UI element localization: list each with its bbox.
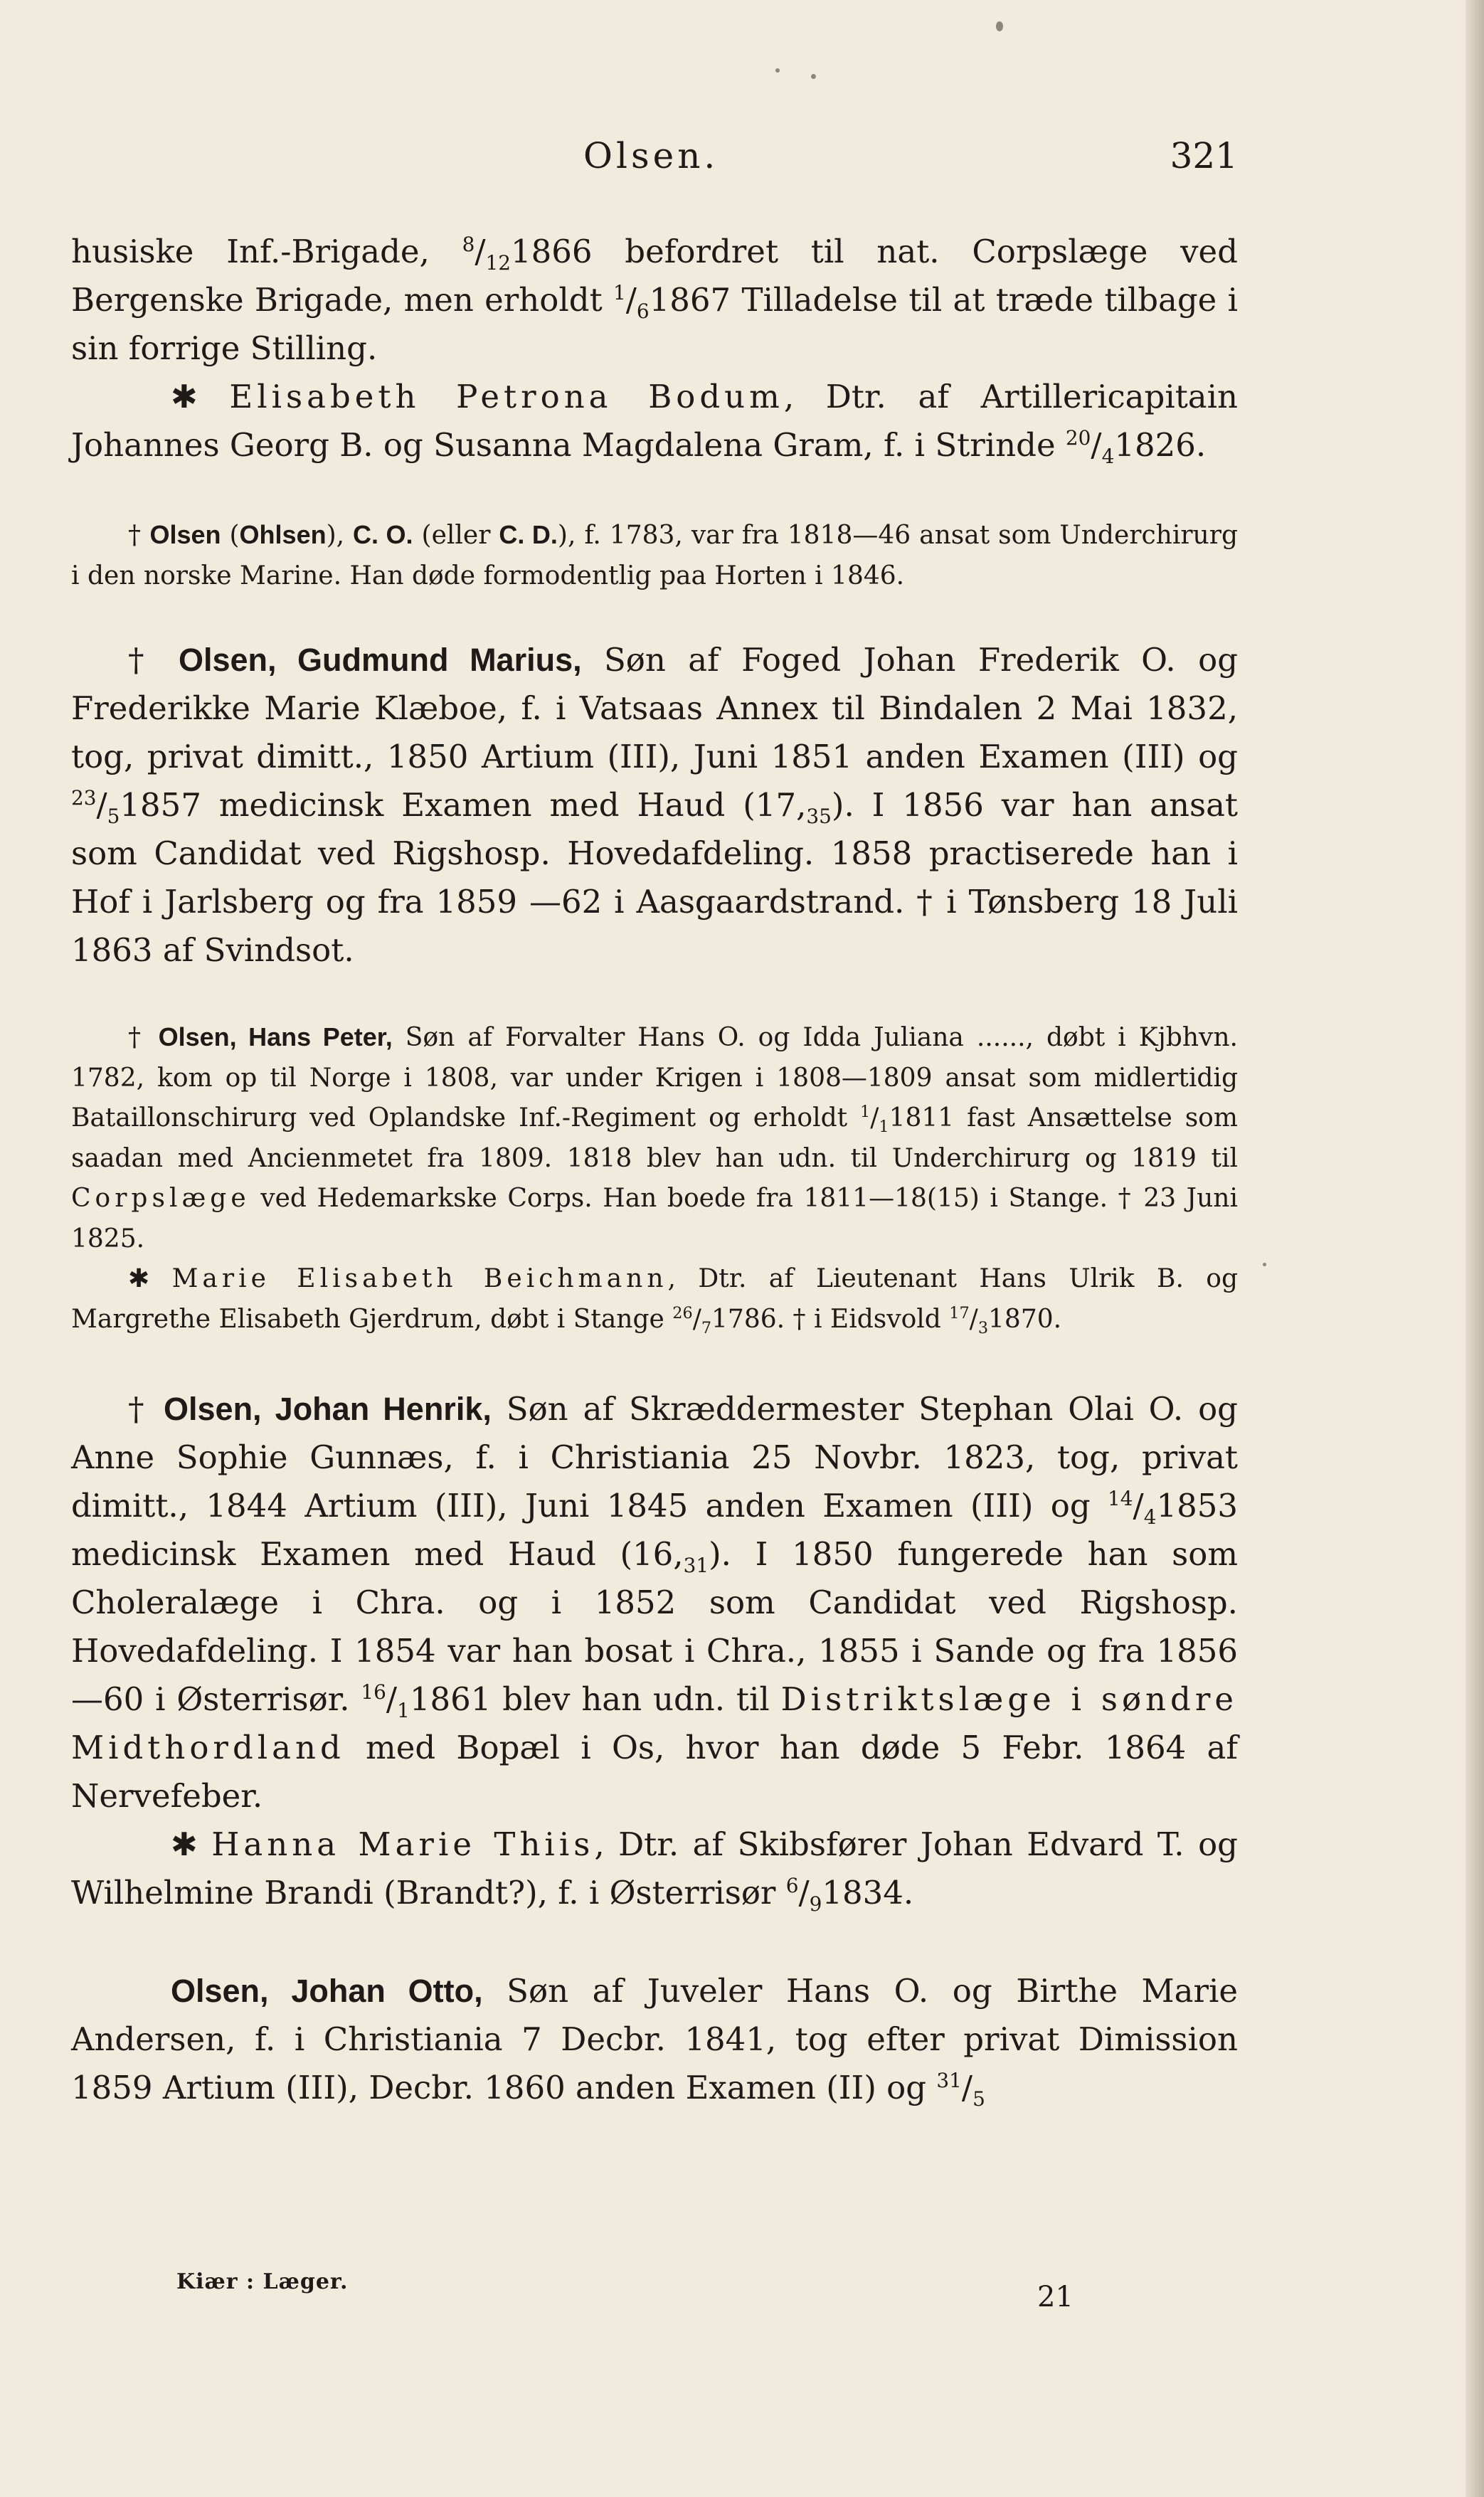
entry-text: † <box>128 521 150 550</box>
page-number: 321 <box>1170 135 1238 176</box>
spaced-name: Marie Elisabeth Beichmann <box>171 1264 668 1293</box>
entry-paragraph <box>71 515 1238 596</box>
entry-text: / <box>798 1874 810 1912</box>
fraction-denominator: 9 <box>809 1892 822 1916</box>
printer-signature: Kiær : Læger. <box>176 2269 349 2294</box>
fraction-numerator: 31 <box>936 2069 962 2092</box>
spaced-name: Hanna Marie Thiis <box>211 1825 595 1863</box>
entry-text: / <box>96 786 107 824</box>
spacer <box>71 975 1238 1017</box>
fraction-denominator: 5 <box>972 2087 985 2111</box>
body-text <box>71 228 1238 2112</box>
entry-text: ), <box>326 521 354 550</box>
entry-text: † <box>128 1390 164 1428</box>
fraction-numerator: 16 <box>361 1680 386 1704</box>
entry-text: / <box>1091 426 1102 464</box>
fraction-denominator: 1 <box>397 1699 410 1722</box>
entry-headword: Ohlsen <box>239 520 327 549</box>
entry-headword: Olsen, Johan Henrik, <box>164 1391 492 1427</box>
entry-text: 1786. † i Eidsvold <box>711 1304 950 1334</box>
entry-paragraph <box>71 373 1238 470</box>
entry-text: , Dtr. af Skibsfører Johan Edvard T. og Wilhelmine Brandi (Brandt?), f. i Østerrisør <box>71 1825 1238 1912</box>
fraction-numerator: 26 <box>672 1303 693 1322</box>
entry-text: 1857 medicinsk Examen med Haud (17, <box>120 786 807 824</box>
entry-text: med Bopæl i Os, hvor han døde 5 Febr. 1864 af Nervefeber. <box>71 1729 1238 1815</box>
signature-number: 21 <box>1037 2281 1074 2313</box>
fraction-denominator: 7 <box>701 1318 712 1337</box>
running-header <box>71 135 1238 192</box>
entry-text: † <box>128 641 179 679</box>
entry-text: ✱ <box>171 378 230 415</box>
fraction-denominator: 4 <box>1143 1505 1157 1529</box>
entry-text: / <box>961 2069 973 2106</box>
entry-text: / <box>1133 1487 1144 1525</box>
spacer <box>71 470 1238 515</box>
entry-headword: Olsen, Johan Otto, <box>171 1973 483 2009</box>
entry-text: Søn af Foged Johan Frederik O. og Frederikke Marie Klæboe, f. i Vatsaas Annex til Bindalen 2 Mai 1832, tog, privat dimitt., 1850 Artium (III), Juni 1851 anden Examen (III) og <box>71 641 1238 775</box>
entry-text: 1853 medicinsk Examen med Haud (16, <box>71 1487 1238 1573</box>
entry-paragraph <box>71 1820 1238 1917</box>
entry-text: / <box>969 1304 978 1334</box>
entry-paragraph <box>71 1259 1238 1340</box>
entry-headword: C. O. <box>353 520 413 549</box>
entry-text: Søn af Skræddermester Stephan Olai O. og Anne Sophie Gunnæs, f. i Christiania 25 Novbr. 1823, tog, privat dimitt., 1844 Artium (III), Juni 1845 anden Examen (III) og <box>71 1390 1238 1525</box>
entry-text: † <box>128 1023 159 1052</box>
paper-speck <box>775 68 780 73</box>
entry-paragraph <box>71 228 1238 373</box>
fraction-numerator: 6 <box>785 1874 799 1897</box>
entry-text: ved Hedemarkske Corps. Han boede fra 1811—18(15) i Stange. † 23 Juni 1825. <box>71 1184 1238 1253</box>
fraction-denominator: 4 <box>1101 445 1115 468</box>
entry-paragraph <box>71 1385 1238 1820</box>
entry-text: / <box>870 1103 879 1133</box>
page-footer <box>176 2269 1101 2312</box>
entry-text: 1834. <box>822 1874 914 1912</box>
entry-text: , Dtr. af Lieutenant Hans Ulrik B. og Margrethe Elisabeth Gjerdrum, døbt i Stange <box>71 1264 1239 1334</box>
spaced-name: Corpslæge <box>71 1184 250 1213</box>
fraction-numerator: 17 <box>949 1303 970 1322</box>
entry-text: 1866 befordret til nat. Corpslæge ved Bergenske Brigade, men erholdt <box>71 233 1238 319</box>
page-edge <box>1466 0 1484 2497</box>
spaced-name: Distriktslæge i søndre Midthordland <box>71 1680 1238 1766</box>
entry-text: / <box>625 281 637 319</box>
entry-paragraph <box>71 636 1238 975</box>
fraction-numerator: 1 <box>860 1103 871 1121</box>
fraction-denominator: 31 <box>683 1554 709 1577</box>
spacer <box>71 1340 1238 1385</box>
entry-headword: C. D. <box>499 520 558 549</box>
entry-text: husiske Inf.-Brigade, <box>71 233 462 270</box>
paper-speck <box>996 21 1003 31</box>
entry-text: / <box>692 1304 701 1334</box>
fraction-denominator: 5 <box>107 805 120 828</box>
running-title: Olsen. <box>583 135 719 176</box>
entry-text: 1811 fast Ansættelse som saadan med Ancienmetet fra 1809. 1818 blev han udn. til Underchirurg og 1819 til <box>71 1103 1238 1173</box>
paper-speck <box>1263 1263 1266 1266</box>
entry-text: Søn af Forvalter Hans O. og Idda Juliana ......, døbt i Kjbhvn. 1782, kom op til Norge i 1808, var under Krigen i 1808—1809 ansat som midlertidig Bataillonschirurg ved Oplandske Inf.-Regiment og erholdt <box>71 1023 1238 1133</box>
entry-headword: Olsen, Gudmund Marius, <box>178 642 582 678</box>
fraction-denominator: 12 <box>485 251 512 275</box>
entry-text: 1861 blev han udn. til <box>409 1680 781 1718</box>
fraction-denominator: 3 <box>977 1318 989 1337</box>
spacer <box>71 596 1238 636</box>
entry-text: / <box>475 233 486 270</box>
fraction-numerator: 8 <box>462 233 475 256</box>
entry-paragraph <box>71 1967 1238 2112</box>
entry-text: 1826. <box>1114 426 1207 464</box>
entry-text: ). I 1856 var han ansat som Candidat ved Rigshosp. Hovedafdeling. 1858 practiserede han i Hof i Jarlsberg og fra 1859 —62 i Aasgaardstrand. † i Tønsberg 18 Juli 1863 af Svindsot. <box>71 786 1238 969</box>
spacer <box>71 1917 1238 1967</box>
fraction-denominator: 1 <box>879 1118 889 1137</box>
paper-speck <box>811 74 816 79</box>
spaced-name: Elisabeth Petrona Bodum <box>229 378 784 415</box>
entry-text: ). I 1850 fungerede han som Choleralæge i Chra. og i 1852 som Candidat ved Rigshosp. Hovedafdeling. I 1854 var han bosat i Chra., 1855 i Sande og fra 1856—60 i Østerrisør. <box>71 1535 1238 1718</box>
fraction-numerator: 23 <box>71 786 97 810</box>
entry-text: , Dtr. af Artillericapitain Johannes Georg B. og Susanna Magdalena Gram, f. i Strinde <box>71 378 1238 464</box>
entry-headword: Olsen, Hans Peter, <box>158 1022 393 1051</box>
entry-text: ( <box>221 521 240 550</box>
fraction-denominator: 35 <box>806 805 832 828</box>
entry-paragraph <box>71 1017 1238 1259</box>
entry-text: ), f. 1783, var fra 1818—46 ansat som Underchirurg i den norske Marine. Han døde formodentlig paa Horten i 1846. <box>71 521 1238 590</box>
entry-text: 1867 Tilladelse til at træde tilbage i sin forrige Stilling. <box>71 281 1238 367</box>
entry-text: Søn af Juveler Hans O. og Birthe Marie Andersen, f. i Christiania 7 Decbr. 1841, tog efter privat Dimission 1859 Artium (III), Decbr. 1860 anden Examen (II) og <box>71 1972 1238 2106</box>
entry-text: ✱ <box>171 1825 212 1863</box>
fraction-numerator: 20 <box>1065 426 1091 450</box>
fraction-numerator: 1 <box>613 281 626 304</box>
fraction-denominator: 6 <box>636 299 650 323</box>
entry-text: 1870. <box>988 1304 1062 1334</box>
fraction-numerator: 14 <box>1108 1487 1133 1510</box>
entry-text: ✱ <box>128 1264 172 1293</box>
entry-headword: Olsen <box>149 520 221 549</box>
entry-text: (eller <box>413 521 499 550</box>
entry-text: / <box>386 1680 398 1718</box>
